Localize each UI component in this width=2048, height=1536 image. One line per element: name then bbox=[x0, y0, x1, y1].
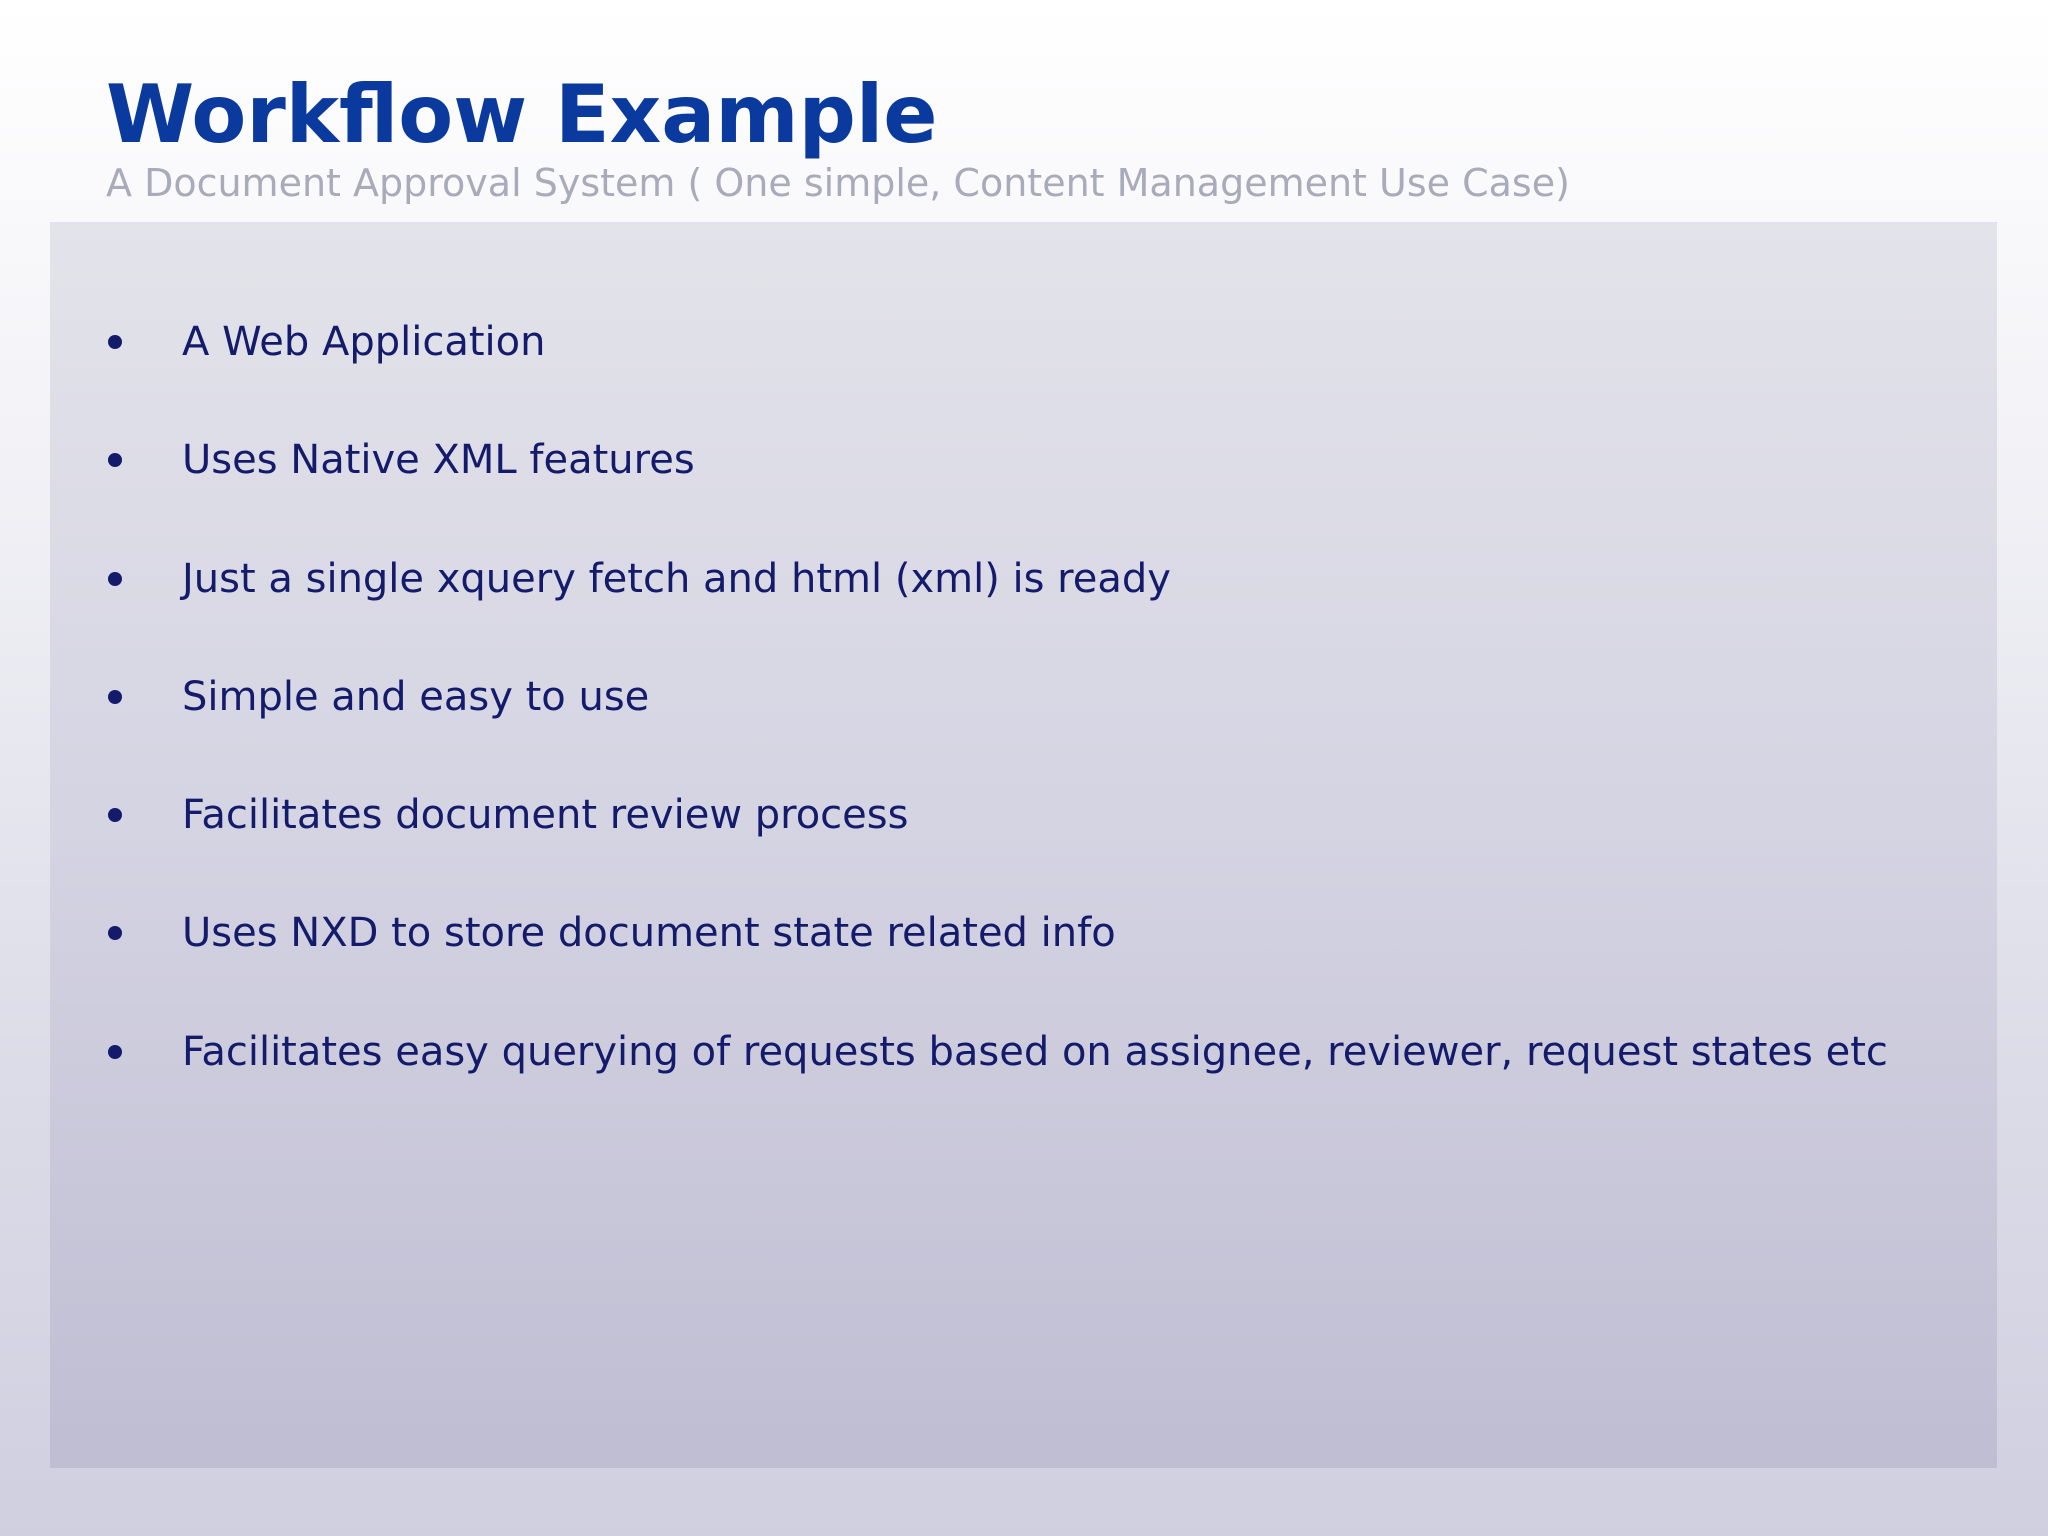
bullet-text: Facilitates document review process bbox=[182, 792, 909, 839]
bullet-dot-icon bbox=[108, 572, 122, 586]
bullet-text: Facilitates easy querying of requests based on assignee, reviewer, request states etc bbox=[182, 1028, 1888, 1075]
slide-title: Workflow Example bbox=[106, 68, 938, 161]
bullet-text: A Web Application bbox=[182, 319, 546, 365]
list-item bbox=[50, 903, 1997, 1021]
bullet-text: Uses NXD to store document state related info bbox=[182, 910, 1116, 957]
bullet-dot-icon bbox=[108, 335, 122, 349]
list-item bbox=[50, 1022, 1997, 1140]
bullet-dot-icon bbox=[108, 926, 122, 940]
bullet-dot-icon bbox=[108, 1045, 122, 1059]
list-item bbox=[50, 430, 1997, 548]
list-item bbox=[50, 549, 1997, 667]
bullet-text: Simple and easy to use bbox=[182, 673, 650, 720]
list-item bbox=[50, 667, 1997, 785]
content-panel bbox=[50, 222, 1997, 1468]
bullet-dot-icon bbox=[108, 808, 122, 822]
bullet-text: Just a single xquery fetch and html (xml) is ready bbox=[182, 555, 1171, 602]
list-item bbox=[50, 785, 1997, 903]
slide-subtitle: A Document Approval System ( One simple, Content Management Use Case) bbox=[106, 161, 1570, 205]
bullet-dot-icon bbox=[108, 453, 122, 467]
bullet-text: Uses Native XML features bbox=[182, 437, 695, 484]
bullet-list bbox=[50, 312, 1997, 1140]
list-item bbox=[50, 312, 1997, 430]
bullet-dot-icon bbox=[108, 690, 122, 704]
